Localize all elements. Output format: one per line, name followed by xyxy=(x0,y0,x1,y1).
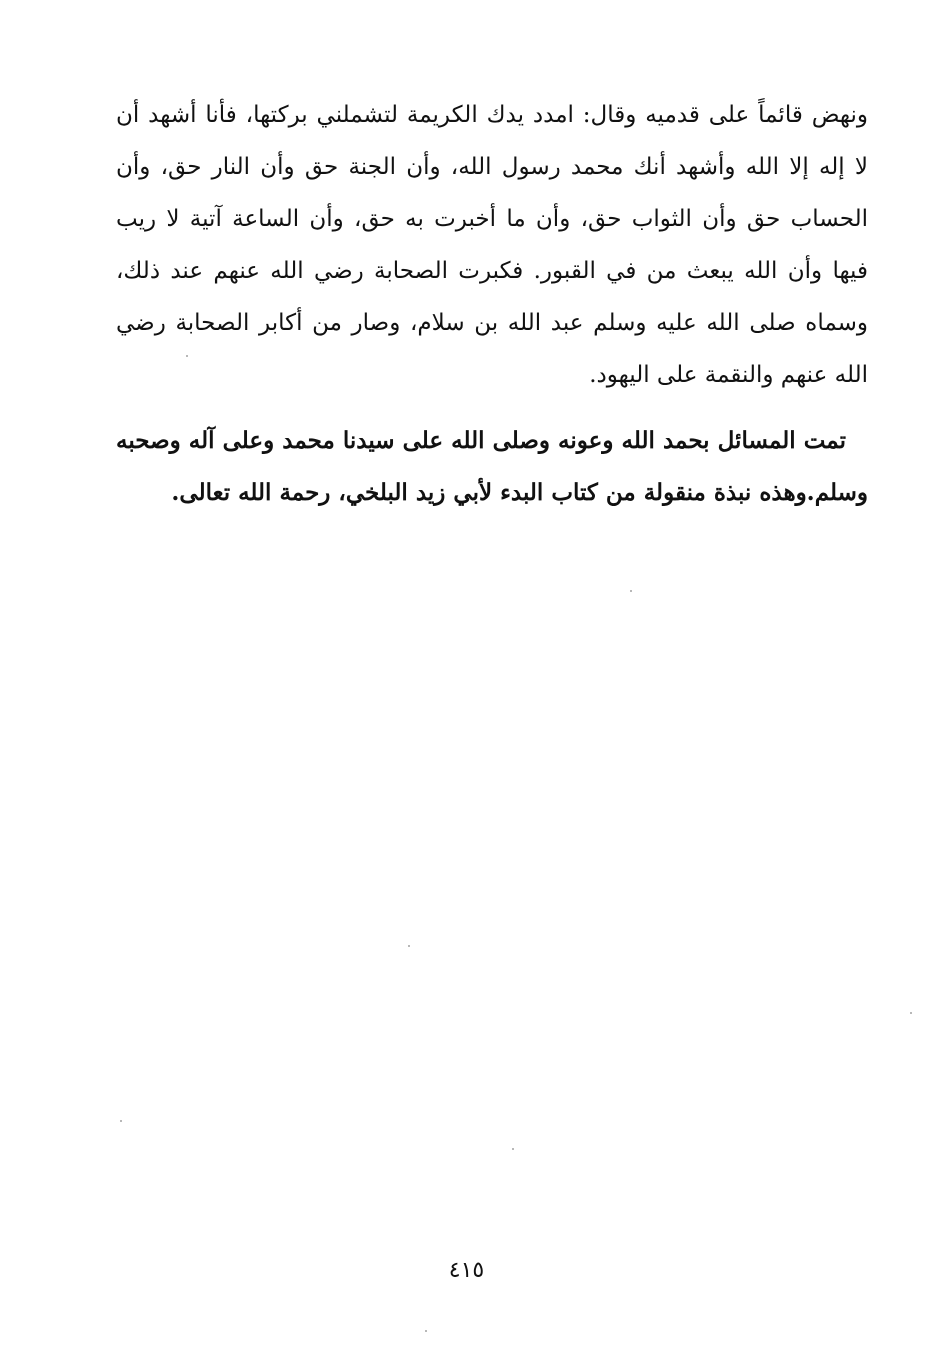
scan-speck xyxy=(630,590,632,592)
scan-speck xyxy=(186,355,188,357)
page-number: ٤١٥ xyxy=(448,1258,485,1283)
body-paragraph-main: ونهض قائماً على قدميه وقال: امدد يدك الكريمة لتشملني بركتها، فأنا أشهد أن لا إله إلا الله وأشهد أنك محمد رسول الله، وأن الجنة حق وأن النار حق، وأن الحساب حق وأن الثواب حق، وأن ما أخبرت به حق، وأن الساعة آتية لا ريب فيها وأن الله يبعث من في القبور. فكبرت الصحابة رضي الله عنهم عند ذلك، وسماه صلى الله عليه وسلم عبد الله بن سلام، وصار من أكابر الصحابة رضي الله عنهم والنقمة على اليهود. xyxy=(116,102,868,388)
scan-speck xyxy=(425,1330,427,1332)
scan-speck xyxy=(120,1120,122,1122)
body-paragraph-colophon: تمت المسائل بحمد الله وعونه وصلى الله على سيدنا محمد وعلى آله وصحبه وسلم.وهذه نبذة منقولة من كتاب البدء لأبي زيد البلخي، رحمة الله تعالى. xyxy=(116,427,868,506)
scan-speck xyxy=(408,945,410,947)
scan-speck xyxy=(910,1012,912,1014)
scan-speck xyxy=(512,1148,514,1150)
